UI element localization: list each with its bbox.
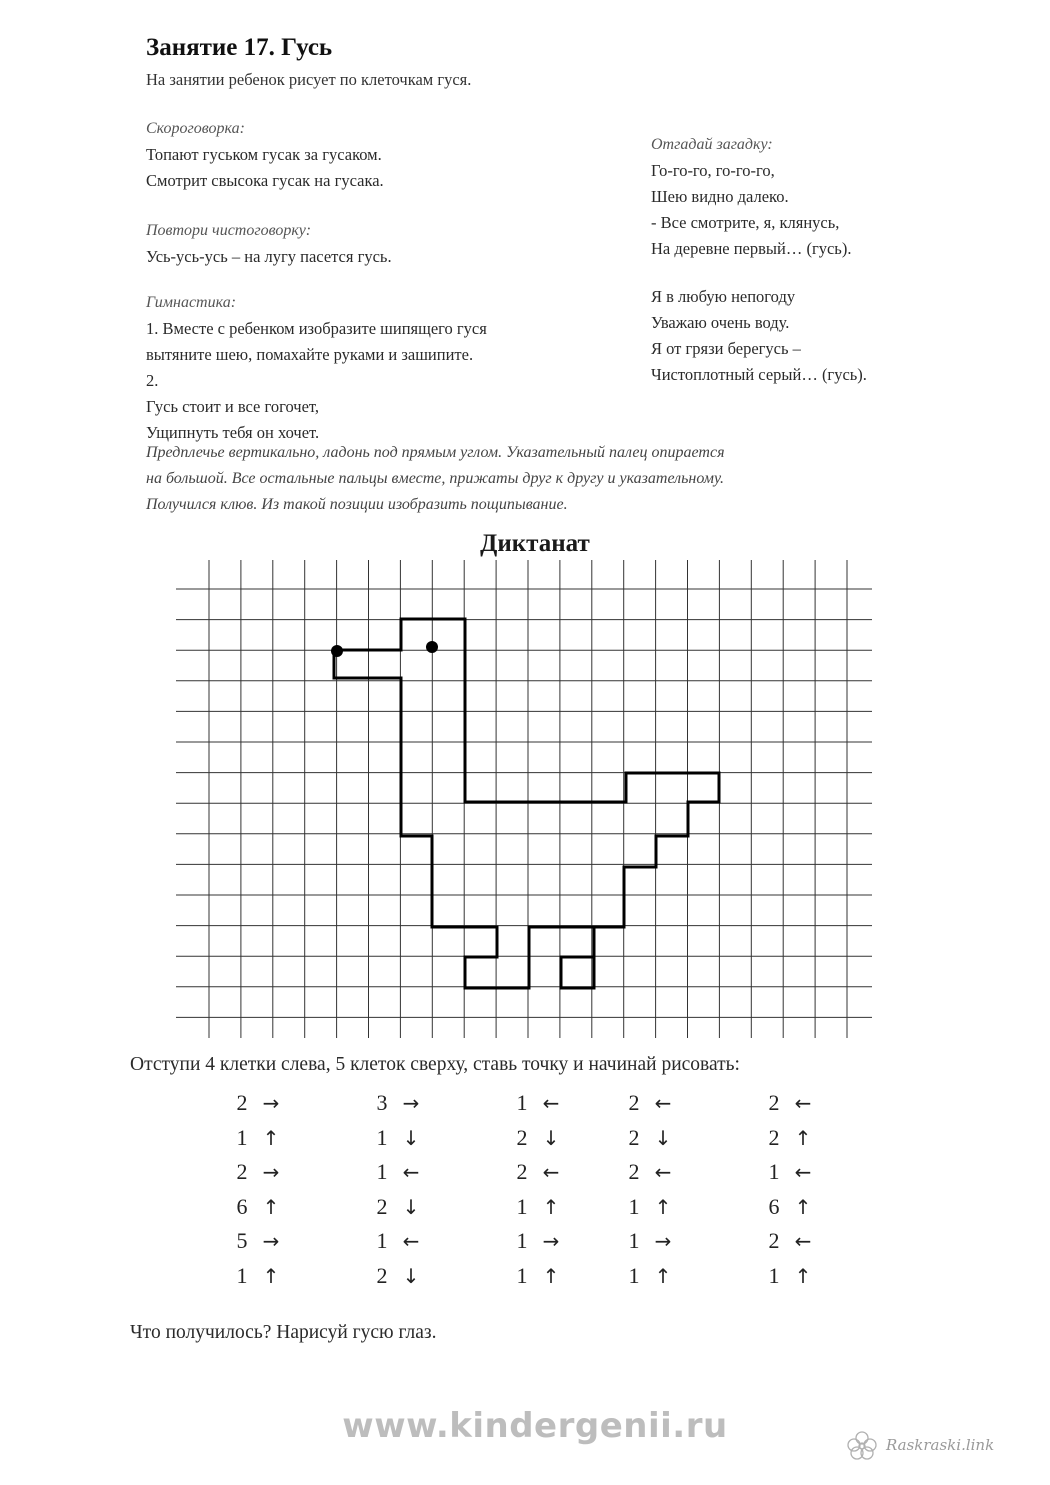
step-count: 2: [516, 1159, 528, 1184]
dictation-step: [620, 1226, 710, 1256]
arrow-up-icon: ↑: [794, 1125, 812, 1150]
step-count: 6: [236, 1193, 248, 1219]
dictation-step: [508, 1088, 598, 1118]
tongue-twister-label: Скороговорка:: [146, 120, 245, 137]
arrow-right-icon: →: [402, 1091, 420, 1115]
dictation-step: [508, 1261, 598, 1291]
riddle-line: На деревне первый… (гусь).: [651, 239, 852, 258]
dictation-step: [228, 1123, 318, 1153]
flower-icon: [846, 1430, 878, 1460]
arrow-left-icon: ←: [654, 1160, 672, 1184]
tongue-twister-section: [146, 116, 616, 194]
dictation-step: [368, 1192, 458, 1222]
gymnastics-note-line: Предплечье вертикально, ладонь под прямым углом. Указательный палец опирается: [146, 444, 725, 461]
arrow-left-icon: ←: [402, 1160, 420, 1184]
arrow-down-icon: ↓: [402, 1263, 420, 1288]
dictation-instruction: Отступи 4 клетки слева, 5 клеток сверху, ставь точку и начинай рисовать:: [130, 1054, 740, 1075]
arrow-left-icon: ←: [654, 1091, 672, 1115]
arrow-left-icon: ←: [542, 1091, 560, 1115]
dictation-step: [760, 1088, 850, 1118]
dictation-question: Что получилось? Нарисуй гусю глаз.: [130, 1322, 437, 1343]
step-count: 1: [628, 1228, 640, 1253]
arrow-up-icon: ↑: [542, 1194, 560, 1219]
arrow-up-icon: ↑: [262, 1194, 280, 1219]
riddle-line: Уважаю очень воду.: [651, 313, 790, 332]
step-count: 2: [376, 1262, 388, 1288]
dictation-steps: [0, 1088, 1050, 1308]
dictation-step: [508, 1123, 598, 1153]
arrow-down-icon: ↓: [402, 1194, 420, 1219]
step-count: 1: [768, 1159, 780, 1184]
dictation-step: [508, 1226, 598, 1256]
step-count: 2: [768, 1228, 780, 1253]
arrow-up-icon: ↑: [654, 1194, 672, 1219]
arrow-up-icon: ↑: [654, 1263, 672, 1288]
pure-talk-line: Усь-усь-усь – на лугу пасется гусь.: [146, 247, 392, 266]
lesson-intro: На занятии ребенок рисует по клеточкам гуся.: [146, 70, 472, 89]
gymnastics-label: Гимнастика:: [146, 294, 237, 311]
arrow-down-icon: ↓: [402, 1125, 420, 1150]
step-count: 3: [376, 1090, 388, 1115]
step-count: 2: [628, 1090, 640, 1115]
arrow-right-icon: →: [542, 1229, 560, 1253]
step-count: 1: [376, 1124, 388, 1150]
step-count: 1: [516, 1090, 528, 1115]
arrow-up-icon: ↑: [794, 1194, 812, 1219]
step-count: 1: [628, 1193, 640, 1219]
step-count: 2: [376, 1193, 388, 1219]
arrow-left-icon: ←: [794, 1160, 812, 1184]
step-count: 2: [516, 1124, 528, 1150]
dictation-step: [228, 1192, 318, 1222]
step-count: 2: [236, 1090, 248, 1115]
step-count: 2: [628, 1159, 640, 1184]
dictation-step: [368, 1157, 458, 1187]
step-count: 1: [236, 1124, 248, 1150]
arrow-left-icon: ←: [794, 1229, 812, 1253]
step-count: 2: [236, 1159, 248, 1184]
step-count: 2: [768, 1090, 780, 1115]
step-count: 1: [516, 1262, 528, 1288]
dictation-step: [368, 1226, 458, 1256]
step-count: 1: [376, 1228, 388, 1253]
dictation-step: [760, 1226, 850, 1256]
dictation-step: [620, 1088, 710, 1118]
riddle-line: Шею видно далеко.: [651, 187, 789, 206]
gymnastics-section: [146, 290, 616, 446]
dictation-step: [508, 1192, 598, 1222]
gymnastics-line: вытяните шею, помахайте руками и зашипите.: [146, 345, 474, 364]
dictation-step: [228, 1157, 318, 1187]
step-count: 5: [236, 1228, 248, 1253]
watermark: [846, 1430, 994, 1460]
riddle-line: Чистоплотный серый… (гусь).: [651, 365, 867, 384]
step-count: 1: [516, 1193, 528, 1219]
goose-eye: [426, 641, 438, 653]
dictation-step: [760, 1192, 850, 1222]
dictation-step: [368, 1123, 458, 1153]
dictation-step: [228, 1088, 318, 1118]
gymnastics-note: [146, 440, 936, 518]
dictation-step: [620, 1261, 710, 1291]
dictation-step: [620, 1157, 710, 1187]
dictation-step: [760, 1261, 850, 1291]
arrow-up-icon: ↑: [542, 1263, 560, 1288]
drawing-grid: [176, 560, 876, 1045]
riddles-label: Отгадай загадку:: [651, 136, 773, 153]
step-count: 1: [768, 1262, 780, 1288]
riddle-line: Го-го-го, го-го-го,: [651, 161, 775, 180]
pure-talk-label: Повтори чистоговорку:: [146, 222, 312, 239]
riddles-section: [651, 132, 971, 388]
arrow-right-icon: →: [262, 1229, 280, 1253]
step-count: 1: [376, 1159, 388, 1184]
website-url: www.kindergenii.ru: [342, 1406, 728, 1446]
gymnastics-line: 2.: [146, 371, 159, 390]
dictation-step: [228, 1226, 318, 1256]
arrow-up-icon: ↑: [262, 1263, 280, 1288]
dictation-step: [228, 1261, 318, 1291]
grid-canvas: [176, 560, 876, 1040]
page-title: Занятие 17. Гусь: [146, 34, 333, 61]
arrow-left-icon: ←: [402, 1229, 420, 1253]
arrow-down-icon: ↓: [542, 1125, 560, 1150]
gymnastics-note-line: Получился клюв. Из такой позиции изобразить пощипывание.: [146, 496, 568, 513]
arrow-right-icon: →: [262, 1160, 280, 1184]
goose-beak-dot: [331, 645, 343, 657]
dictation-step: [760, 1157, 850, 1187]
riddle-line: - Все смотрите, я, клянусь,: [651, 213, 840, 232]
step-count: 2: [768, 1124, 780, 1150]
gymnastics-line: Ущипнуть тебя он хочет.: [146, 423, 320, 442]
arrow-left-icon: ←: [542, 1160, 560, 1184]
dictation-step: [368, 1088, 458, 1118]
dictation-step: [508, 1157, 598, 1187]
tongue-twister-line: Смотрит свысока гусак на гусака.: [146, 171, 384, 190]
pure-talk-section: [146, 218, 616, 270]
dictation-step: [760, 1123, 850, 1153]
step-count: 6: [768, 1193, 780, 1219]
step-count: 1: [236, 1262, 248, 1288]
watermark-text: Raskraski.link: [886, 1436, 995, 1454]
arrow-up-icon: ↑: [262, 1125, 280, 1150]
tongue-twister-line: Топают гуськом гусак за гусаком.: [146, 145, 382, 164]
riddle-line: Я от грязи берегусь –: [651, 339, 801, 358]
arrow-right-icon: →: [654, 1229, 672, 1253]
arrow-left-icon: ←: [794, 1091, 812, 1115]
arrow-right-icon: →: [262, 1091, 280, 1115]
arrow-down-icon: ↓: [654, 1125, 672, 1150]
dictation-step: [368, 1261, 458, 1291]
dictation-title: Диктанат: [480, 530, 590, 557]
step-count: 1: [628, 1262, 640, 1288]
riddle-line: Я в любую непогоду: [651, 287, 796, 306]
gymnastics-line: Гусь стоит и все гогочет,: [146, 397, 319, 416]
grid-lines: [176, 560, 876, 1040]
step-count: 2: [628, 1124, 640, 1150]
dictation-step: [620, 1192, 710, 1222]
step-count: 1: [516, 1228, 528, 1253]
arrow-up-icon: ↑: [794, 1263, 812, 1288]
dictation-step: [620, 1123, 710, 1153]
gymnastics-line: 1. Вместе с ребенком изобразите шипящего гуся: [146, 319, 487, 338]
gymnastics-note-line: на большой. Все остальные пальцы вместе, прижаты друг к другу и указательному.: [146, 470, 725, 487]
